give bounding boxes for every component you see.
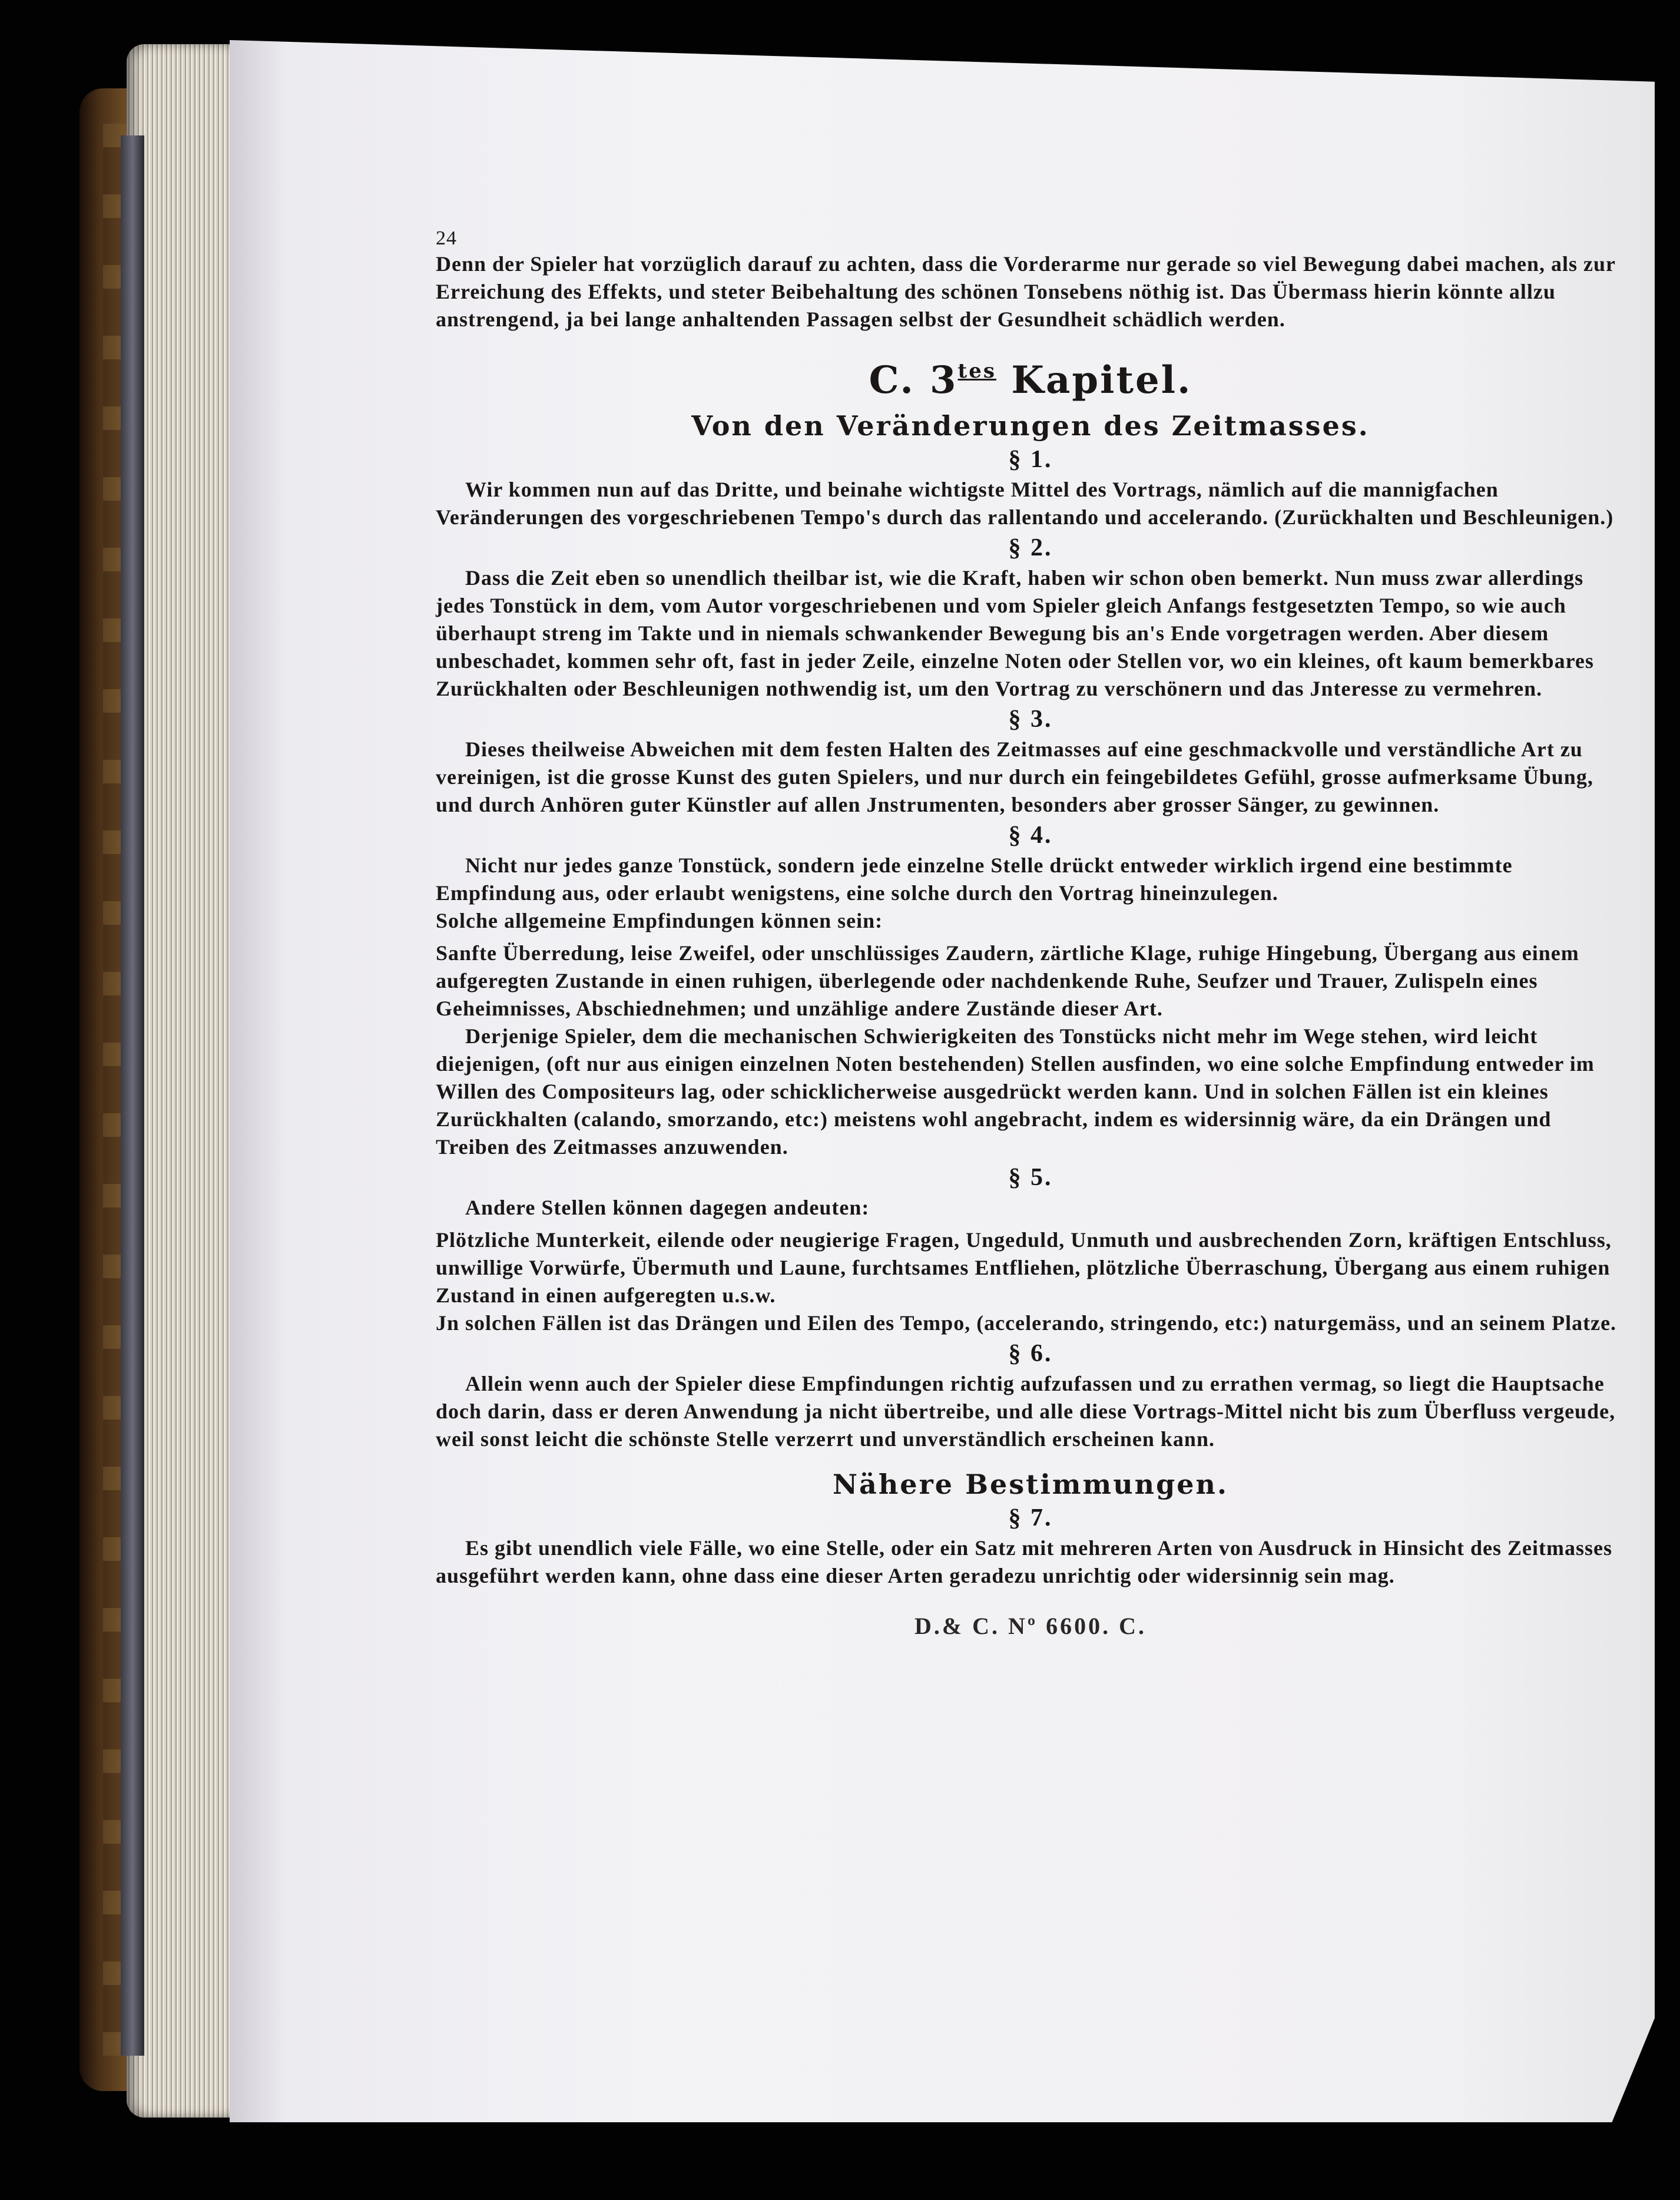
- plate-number: D.& C. Nº 6600. C.: [914, 1613, 1147, 1639]
- chapter-word: Kapitel.: [996, 358, 1192, 402]
- section-mark-5: § 5.: [1008, 1164, 1053, 1191]
- section-4-paragraph-4: Derjenige Spieler, dem die mechanischen Schwierigkeiten des Tonstücks nicht mehr im Wege stehen, wird leicht diejenigen, (oft nur aus einigen einzelnen Noten bestehenden) Stellen ausfinden, wo eine solche Empfindung entweder im Willen des Compositeurs lag, oder schicklicherweise ausgedrückt werden kann. Und in solchen Fällen ist ein kleines Zurückhalten (calando, smorzando, etc:) meistens wohl angebracht, indem es widersinnig wäre, da ein Drängen und Treiben des Zeitmasses anzuwenden.: [436, 1024, 1595, 1159]
- section-mark-1: § 1.: [1008, 446, 1053, 473]
- section-mark-6: § 6.: [1008, 1340, 1053, 1367]
- section-3-paragraph: Dieses theilweise Abweichen mit dem festen Halten des Zeitmasses auf eine geschmackvolle und verständliche Art zu vereinigen, ist die grosse Kunst des guten Spielers, und nur durch ein feingebildetes Gefühl, grosse aufmerksame Übung, und durch Anhören guter Künstler auf allen Jnstrumenten, besonders aber grosser Sänger, zu gewinnen.: [436, 737, 1593, 816]
- section-4-paragraph-2: Solche allgemeine Empfindungen können sein:: [436, 909, 883, 932]
- section-mark-2: § 2.: [1008, 534, 1053, 561]
- chapter-superscript: tes: [957, 359, 997, 383]
- spine-edge: [121, 135, 144, 2056]
- section-5-paragraph-1: Andere Stellen können dagegen andeuten:: [465, 1196, 870, 1219]
- section-mark-4: § 4.: [1008, 822, 1053, 849]
- section-4-emotions-list: Sanfte Überredung, leise Zweifel, oder unschlüssiges Zaudern, zärtliche Klage, ruhige Hingebung, Übergang aus einem aufgeregten Zustande in einen ruhigen, überlegende oder nachdenkende Ruhe, Seufzer und Trauer, Zulispeln eines Geheimnisses, Abschiednehmen; und unzählige andere Zustände dieser Art.: [436, 941, 1579, 1020]
- section-mark-3: § 3.: [1008, 706, 1053, 733]
- section-2-paragraph: Dass die Zeit eben so unendlich theilbar ist, wie die Kraft, haben wir schon oben bemerkt. Nun muss zwar allerdings jedes Tonstück in dem, vom Autor vorgeschriebenen und vom Spieler gleich Anfangs festgesetzten Tempo, so wie auch überhaupt streng im Takte und in niemals schwankender Bewegung bis an's Ende vorgetragen werden. Aber diesem unbeschadet, kommen sehr oft, fast in jeder Zeile, einzelne Noten oder Stellen vor, wo ein kleines, oft kaum bemerkbares Zurückhalten oder Beschleunigen nothwendig ist, um den Vortrag zu verschönern und das Jnteresse zu vermehren.: [436, 566, 1594, 700]
- section-4-paragraph-1: Nicht nur jedes ganze Tonstück, sondern jede einzelne Stelle drückt entweder wirklich irgend eine bestimmte Empfindung aus, oder erlaubt wenigstens, eine solche durch den Vortrag hineinzulegen.: [436, 853, 1513, 905]
- page-content: [436, 227, 1625, 1640]
- intro-paragraph: Denn der Spieler hat vorzüglich darauf zu achten, dass die Vorderarme nur gerade so viel Bewegung dabei machen, als zur Erreichung des Effekts, und steter Beibehaltung des schönen Tonsebens nöthig ist. Das Übermass hierin könnte allzu anstrengend, ja bei lange anhaltenden Passagen selbst der Gesundheit schädlich werden.: [436, 252, 1616, 331]
- section-6-paragraph: Allein wenn auch der Spieler diese Empfindungen richtig aufzufassen und zu errathen vermag, so liegt die Hauptsache doch darin, dass er deren Anwendung ja nicht übertreibe, und alle diese Vortrags-Mittel nicht bis zum Überfluss vergeude, weil sonst leicht die schönste Stelle verzerrt und unverständlich erscheinen kann.: [436, 1372, 1616, 1451]
- section-7-paragraph: Es gibt unendlich viele Fälle, wo eine Stelle, oder ein Satz mit mehreren Arten von Ausdruck in Hinsicht des Zeitmasses ausgeführt werden kann, ohne dass eine dieser Arten geradezu unrichtig oder widersinnig sein mag.: [436, 1536, 1613, 1587]
- chapter-subtitle: Von den Veränderungen des Zeitmasses.: [691, 410, 1370, 442]
- section-1-paragraph: Wir kommen nun auf das Dritte, und beinahe wichtigste Mittel des Vortrags, nämlich auf die mannigfachen Veränderungen des vorgeschriebenen Tempo's durch das rallentando und accelerando. (Zurückhalten und Beschleunigen.): [436, 478, 1614, 529]
- page-number: 24: [436, 227, 457, 249]
- chapter-title: [436, 346, 1625, 405]
- subheading: Nähere Bestimmungen.: [833, 1468, 1228, 1500]
- section-5-paragraph-3: Jn solchen Fällen ist das Drängen und Eilen des Tempo, (accelerando, stringendo, etc:) naturgemäss, und an seinem Platze.: [436, 1311, 1617, 1335]
- section-mark-7: § 7.: [1008, 1504, 1053, 1531]
- chapter-prefix: C. 3: [869, 358, 958, 402]
- section-5-emotions-list: Plötzliche Munterkeit, eilende oder neugierige Fragen, Ungeduld, Unmuth und ausbrechenden Zorn, kräftigen Entschluss, unwillige Vorwürfe, Übermuth und Laune, furchtsames Entfliehen, plötzliche Überraschung, Übergang aus einem ruhigen Zustand in einen aufgeregten u.s.w.: [436, 1228, 1612, 1307]
